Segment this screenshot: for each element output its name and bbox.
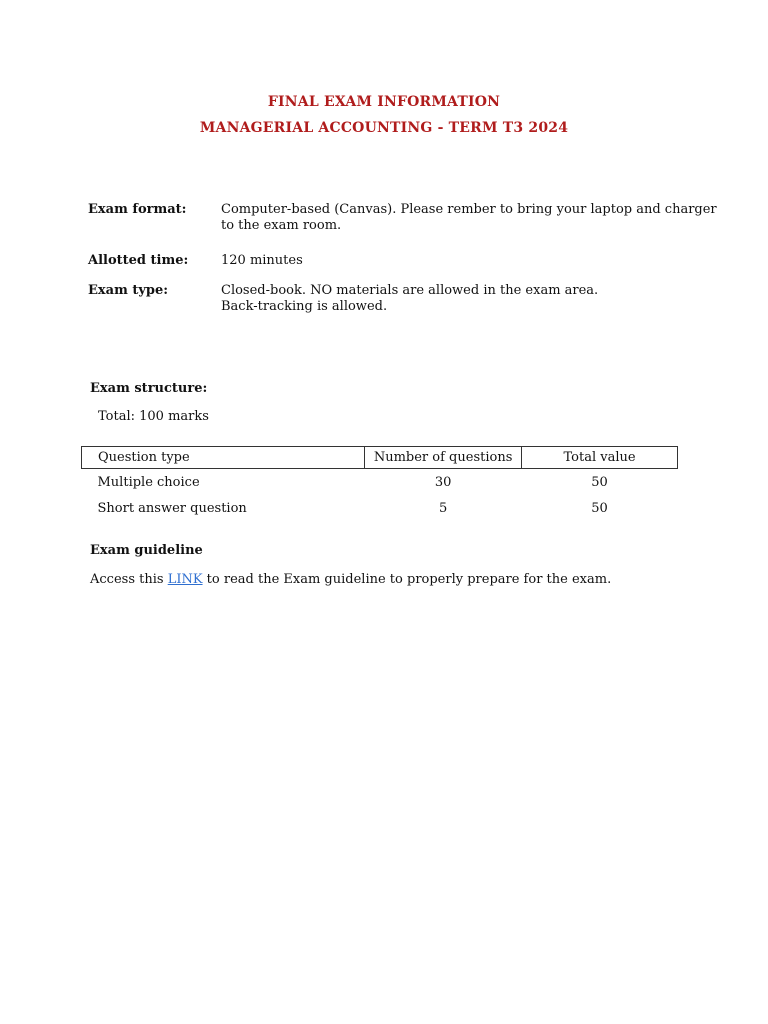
table-cell-number-of-questions: 5 xyxy=(438,500,448,516)
exam-format-value xyxy=(221,202,717,234)
column-header-total-value: Total value xyxy=(522,447,678,469)
table-cell-question-type: Multiple choice xyxy=(97,474,200,490)
column-header-number-of-questions: Number of questions xyxy=(365,447,522,469)
table-cell-number-of-questions: 30 xyxy=(434,474,452,490)
total-marks: Total: 100 marks xyxy=(98,409,209,424)
allotted-time-label: Allotted time: xyxy=(88,253,189,268)
exam-format-label: Exam format: xyxy=(88,202,187,217)
exam-structure-table xyxy=(81,446,678,521)
allotted-time-text: 120 minutes xyxy=(221,253,303,268)
exam-format-line-1: Computer-based (Canvas). Please rember to bring your laptop and charger xyxy=(221,202,717,217)
exam-format-line-2: to the exam room. xyxy=(221,218,342,233)
guideline-text-after: to read the Exam guideline to properly prepare for the exam. xyxy=(202,572,612,587)
allotted-time-value xyxy=(221,253,671,269)
table-row xyxy=(82,495,678,521)
document-subtitle: MANAGERIAL ACCOUNTING - TERM T3 2024 xyxy=(199,120,569,136)
guideline-link[interactable]: LINK xyxy=(167,572,203,587)
table-cell-total-value: 50 xyxy=(591,474,608,490)
exam-type-label: Exam type: xyxy=(88,283,169,298)
table-header-row xyxy=(82,447,678,469)
document-title: FINAL EXAM INFORMATION xyxy=(267,94,501,110)
table-row xyxy=(82,469,678,496)
table-cell-total-value: 50 xyxy=(591,500,608,516)
column-header-question-type: Question type xyxy=(82,447,365,469)
exam-type-line-2: Back-tracking is allowed. xyxy=(221,299,388,314)
exam-guideline-text xyxy=(90,572,611,587)
exam-guideline-heading: Exam guideline xyxy=(90,543,203,558)
exam-type-line-1: Closed-book. NO materials are allowed in the exam area. xyxy=(221,283,599,298)
table-cell-question-type: Short answer question xyxy=(97,500,247,516)
exam-structure-heading: Exam structure: xyxy=(90,381,208,396)
exam-type-value xyxy=(221,283,671,315)
guideline-text-before: Access this xyxy=(90,572,168,587)
